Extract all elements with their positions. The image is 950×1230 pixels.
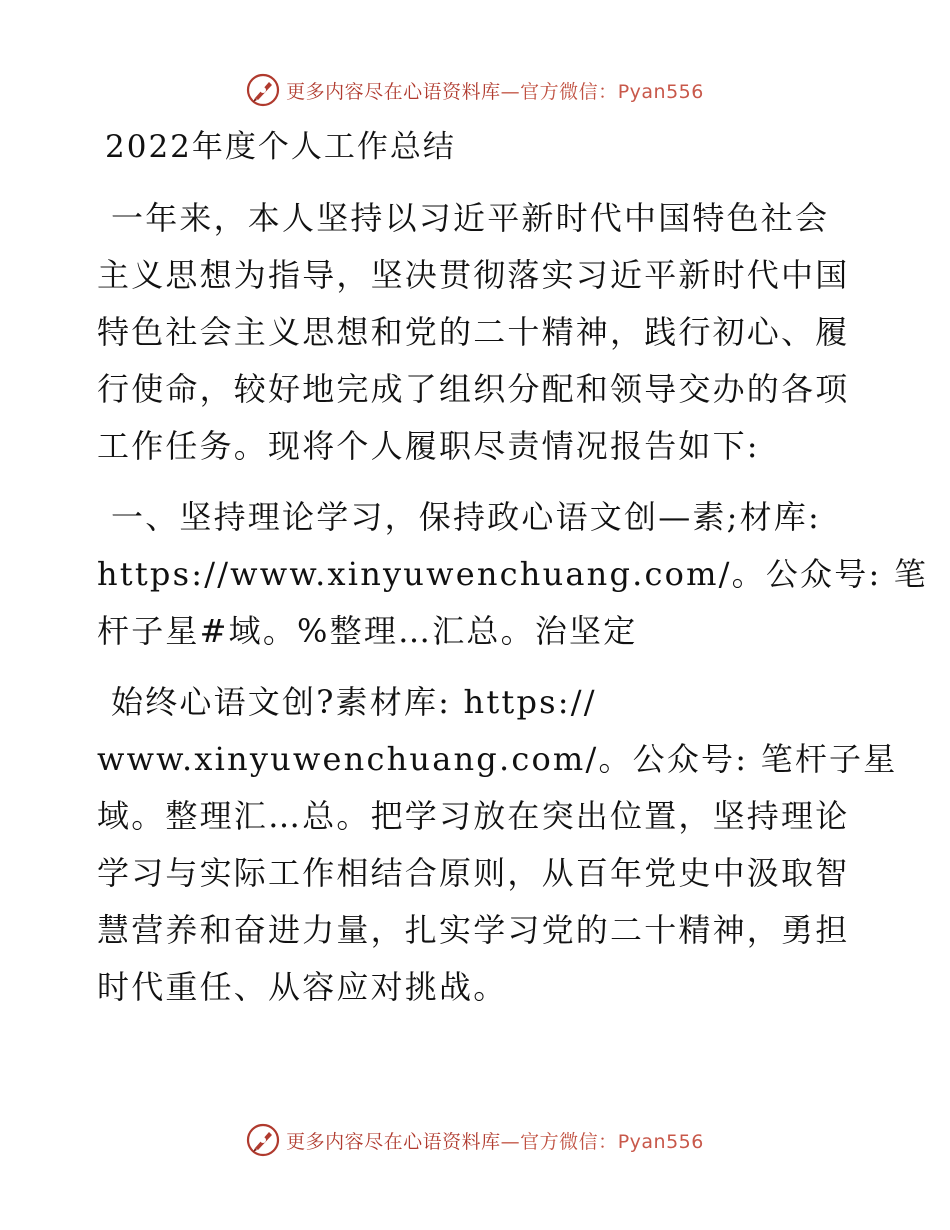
paragraph-line: https://www.xinyuwenchuang.com/。公众号: 笔 (97, 555, 928, 593)
quill-pen-logo-icon (246, 73, 280, 107)
watermark-wechat-id: Pyan556 (617, 80, 704, 103)
header-watermark-text (286, 77, 704, 104)
quill-pen-logo-icon (246, 1123, 280, 1157)
paragraph-line: 主义思想为指导，坚决贯彻落实习近平新时代中国 (97, 256, 850, 294)
paragraph-study (97, 674, 898, 1016)
paragraph-line: www.xinyuwenchuang.com/。公众号: 笔杆子星 (97, 740, 898, 778)
paragraph-section-one (97, 489, 928, 660)
paragraph-line: 慧营养和奋进力量，扎实学习党的二十精神，勇担 (97, 911, 850, 949)
paragraph-line: 一年来，本人坚持以习近平新时代中国特色社会 (111, 199, 830, 237)
watermark-official-label: 官方微信： (520, 1130, 618, 1153)
footer-watermark-content (246, 1123, 704, 1157)
paragraph-line: 行使命，较好地完成了组织分配和领导交办的各项 (97, 370, 850, 408)
header-watermark-content (246, 73, 704, 107)
watermark-wechat-id: Pyan556 (617, 1130, 704, 1153)
watermark-official-label: 官方微信： (520, 80, 618, 103)
footer-watermark-text (286, 1127, 704, 1154)
paragraph-line: 时代重任、从容应对挑战。 (97, 968, 508, 1006)
footer-watermark-banner (0, 1120, 950, 1160)
header-watermark-banner (0, 70, 950, 110)
paragraph-line: 一、坚持理论学习，保持政心语文创—素;材库: (111, 498, 821, 536)
watermark-main-text: 更多内容尽在心语资料库 (286, 80, 501, 103)
paragraph-line: 域。整理汇…总。把学习放在突出位置，坚持理论 (97, 797, 850, 835)
paragraph-line: 杆子星#域。%整理…汇总。治坚定 (97, 612, 638, 650)
paragraph-line: 工作任务。现将个人履职尽责情况报告如下: (97, 427, 760, 465)
watermark-main-text: 更多内容尽在心语资料库 (286, 1130, 501, 1153)
document-title: 2022年度个人工作总结 (105, 129, 456, 165)
watermark-separator: — (500, 80, 521, 103)
watermark-separator: — (500, 1130, 521, 1153)
document-body (97, 122, 928, 1030)
paragraph-line: 始终心语文创?素材库: https:// (111, 683, 597, 721)
paragraph-line: 特色社会主义思想和党的二十精神，践行初心、履 (97, 313, 850, 351)
paragraph-line: 学习与实际工作相结合原则，从百年党史中汲取智 (97, 854, 850, 892)
paragraph-intro (97, 190, 857, 475)
